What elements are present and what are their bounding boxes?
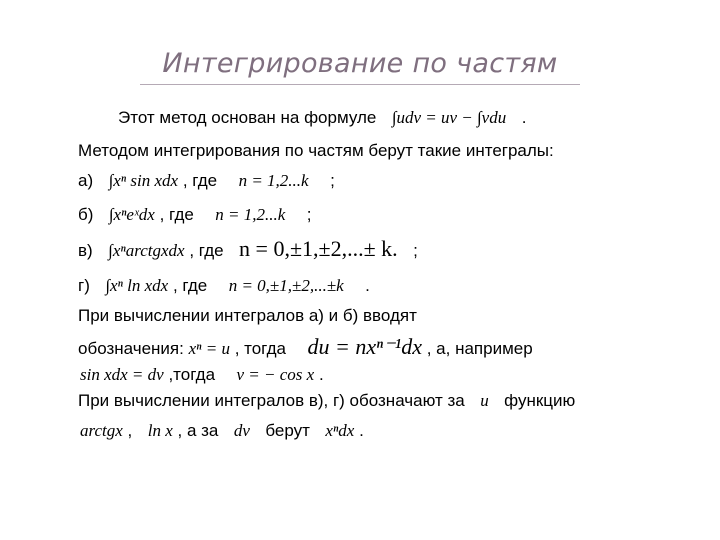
item-condition: n = 0,±1,±2,...± k. [239,236,398,261]
para2-comma: , [127,421,133,440]
para1-prefix: обозначения: [78,339,184,358]
para1-line3 [80,364,324,386]
intro-text: Этот метод основан на формуле [118,108,377,127]
item-integral: ∫xⁿ ln xdx [105,276,169,295]
para2-u: u [480,391,489,410]
para2-text-b: функцию [504,391,576,410]
intro-line [118,107,526,129]
para2-and: , а за [177,421,219,440]
substitution-dv: sin xdx = dv [80,365,164,384]
item-integral: ∫xⁿ sin xdx [108,171,179,190]
para1-then: , тогда [234,339,286,358]
item-end: . [365,276,370,295]
para2-dv: dv [233,421,250,440]
para2-line1 [78,390,575,412]
intro-end: . [521,108,527,127]
item-end: ; [306,205,312,224]
title-underline [140,84,580,85]
item-label: а) [78,171,94,190]
item-condition: n = 1,2...k [215,205,286,224]
item-integral: ∫xⁿarctgxdx [108,241,185,260]
para1-then2: ,тогда [168,365,216,384]
lead-text: Методом интегрирования по частям берут такие интегралы: [78,141,554,160]
item-condition: n = 0,±1,±2,...±k [228,276,344,295]
page-title: Интегрирование по частям [162,48,558,79]
item-label: в) [78,241,93,260]
list-item-d [78,275,370,297]
item-where: , где [159,205,194,224]
para1-end: . [318,365,324,384]
item-integral: ∫xⁿeˣdx [108,205,155,224]
intro-formula: ∫udv = uv − ∫vdu [391,108,507,127]
item-where: , где [189,241,224,260]
item-label: г) [78,276,90,295]
para1-suffix: , а, например [426,339,533,358]
para2-expr: xⁿdx [325,421,355,440]
para2-end: . [359,421,364,440]
list-item-a [78,170,335,192]
item-label: б) [78,205,94,224]
item-where: , где [182,171,218,190]
item-where: , где [172,276,208,295]
differential-du: du = nxⁿ⁻¹dx [307,334,422,359]
para1-line1: При вычислении интегралов а) и б) вводят [78,306,417,325]
func-arctgx: arctgx [80,421,123,440]
para2-line2 [80,420,364,442]
func-ln: ln x [147,421,173,440]
substitution-u: xⁿ = u [188,339,230,358]
list-item-c [78,238,418,262]
para1-line2 [78,336,533,360]
item-condition: n = 1,2...k [238,171,309,190]
item-end: ; [330,171,335,190]
para2-text-a: При вычислении интегралов в), г) обозначают за [78,391,465,410]
para2-take: берут [265,421,310,440]
result-v: v = − cos x [236,365,315,384]
item-end: ; [413,241,418,260]
list-item-b [78,204,312,226]
